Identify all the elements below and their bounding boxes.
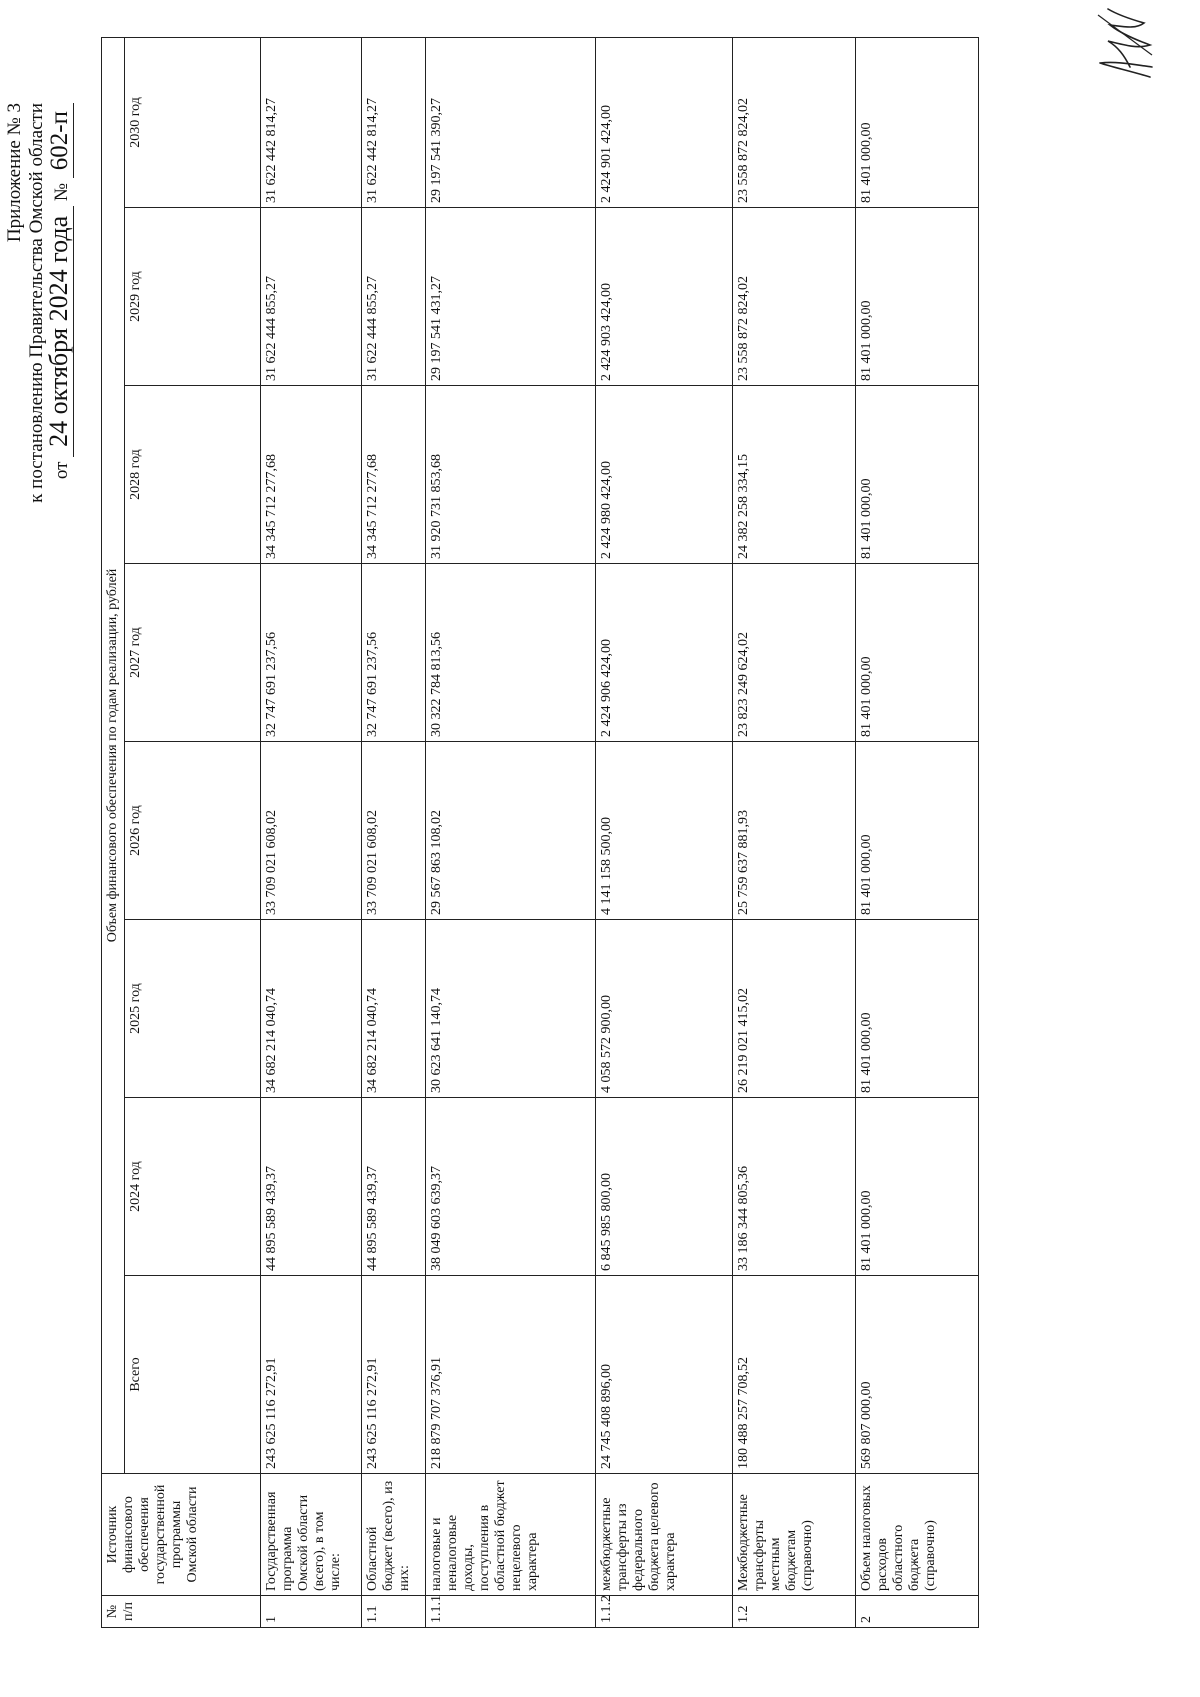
header-num: № п/п: [102, 1596, 261, 1628]
row-value: 2 424 980 424,00: [596, 386, 733, 564]
row-source: межбюджетные трансферты из федерального бюджета целевого характера: [596, 1474, 733, 1596]
header-year: 2024 год: [125, 1098, 261, 1276]
table-row: [855, 37, 978, 1627]
row-value: 2 424 903 424,00: [596, 208, 733, 386]
document-header: [4, 103, 73, 503]
from-label: от: [51, 461, 72, 480]
financing-table: [101, 37, 979, 1628]
row-value: 2 424 906 424,00: [596, 564, 733, 742]
appendix-label: Приложение № 3: [4, 103, 25, 243]
table-row: [362, 37, 426, 1627]
date-line: [44, 103, 73, 503]
row-value: 81 401 000,00: [855, 37, 978, 207]
row-value: 24 382 258 334,15: [733, 386, 855, 564]
row-total: 24 745 408 896,00: [596, 1276, 733, 1474]
row-num: 1.1.1: [426, 1596, 596, 1628]
header-year: 2026 год: [125, 742, 261, 920]
row-total: 243 625 116 272,91: [362, 1276, 426, 1474]
row-num: 2: [855, 1596, 978, 1628]
header-volume: Объем финансового обеспечения по годам реализации, рублей: [102, 37, 125, 1473]
row-value: 33 709 021 608,02: [261, 742, 362, 920]
row-source: Объем налоговых расходов областного бюджета (справочно): [855, 1474, 978, 1596]
row-value: 23 558 872 824,02: [733, 208, 855, 386]
row-value: 23 558 872 824,02: [733, 37, 855, 207]
row-value: 34 682 214 040,74: [362, 920, 426, 1098]
row-value: 34 345 712 277,68: [362, 386, 426, 564]
number-label: №: [51, 182, 72, 202]
row-value: 44 895 589 439,37: [261, 1098, 362, 1276]
row-value: 81 401 000,00: [855, 742, 978, 920]
row-source: Областной бюджет (всего), из них:: [362, 1474, 426, 1596]
row-value: 81 401 000,00: [855, 564, 978, 742]
row-value: 34 345 712 277,68: [261, 386, 362, 564]
row-source: Межбюджетные трансферты местным бюджетам (справочно): [733, 1474, 855, 1596]
header-source: Источник финансового обеспечения государственной программы Омской области: [102, 1474, 261, 1596]
row-value: 33 709 021 608,02: [362, 742, 426, 920]
row-value: 32 747 691 237,56: [261, 564, 362, 742]
header-year: 2029 год: [125, 208, 261, 386]
row-num: 1.1: [362, 1596, 426, 1628]
row-source: Государственная программа Омской области (всего), в том числе:: [261, 1474, 362, 1596]
row-value: 31 622 444 855,27: [362, 208, 426, 386]
row-value: 81 401 000,00: [855, 1098, 978, 1276]
header-year: 2025 год: [125, 920, 261, 1098]
row-value: 2 424 901 424,00: [596, 37, 733, 207]
row-total: 243 625 116 272,91: [261, 1276, 362, 1474]
row-value: 81 401 000,00: [855, 208, 978, 386]
row-value: 30 623 641 140,74: [426, 920, 596, 1098]
header-year: 2027 год: [125, 564, 261, 742]
row-value: 4 141 158 500,00: [596, 742, 733, 920]
row-value: 31 920 731 853,68: [426, 386, 596, 564]
table-row: [733, 37, 855, 1627]
table-row: [426, 37, 596, 1627]
row-value: 25 759 637 881,93: [733, 742, 855, 920]
row-value: 6 845 985 800,00: [596, 1098, 733, 1276]
row-total: 218 879 707 376,91: [426, 1276, 596, 1474]
row-value: 26 219 021 415,02: [733, 920, 855, 1098]
row-value: 31 622 442 814,27: [261, 37, 362, 207]
row-num: 1: [261, 1596, 362, 1628]
row-value: 29 197 541 390,27: [426, 37, 596, 207]
table-row: [596, 37, 733, 1627]
handwritten-signature: [1090, 5, 1158, 85]
row-value: 34 682 214 040,74: [261, 920, 362, 1098]
row-value: 81 401 000,00: [855, 386, 978, 564]
row-value: 23 823 249 624,02: [733, 564, 855, 742]
row-total: 569 807 000,00: [855, 1276, 978, 1474]
header-total: Всего: [125, 1276, 261, 1474]
row-value: 81 401 000,00: [855, 920, 978, 1098]
row-value: 38 049 603 639,37: [426, 1098, 596, 1276]
resolution-number: 602-п: [46, 103, 74, 178]
row-value: 30 322 784 813,56: [426, 564, 596, 742]
row-value: 31 622 442 814,27: [362, 37, 426, 207]
row-value: 29 567 863 108,02: [426, 742, 596, 920]
table-row: [261, 37, 362, 1627]
row-value: 29 197 541 431,27: [426, 208, 596, 386]
row-value: 31 622 444 855,27: [261, 208, 362, 386]
row-num: 1.1.2: [596, 1596, 733, 1628]
resolution-date: 24 октября 2024 года: [44, 206, 74, 457]
row-source: налоговые и неналоговые доходы, поступления в областной бюджет нецелевого характера: [426, 1474, 596, 1596]
row-value: 33 186 344 805,36: [733, 1098, 855, 1276]
header-year: 2028 год: [125, 386, 261, 564]
row-value: 32 747 691 237,56: [362, 564, 426, 742]
row-value: 44 895 589 439,37: [362, 1098, 426, 1276]
header-year: 2030 год: [125, 37, 261, 207]
resolution-label: к постановлению Правительства Омской области: [26, 103, 47, 503]
row-value: 4 058 572 900,00: [596, 920, 733, 1098]
row-num: 1.2: [733, 1596, 855, 1628]
row-total: 180 488 257 708,52: [733, 1276, 855, 1474]
